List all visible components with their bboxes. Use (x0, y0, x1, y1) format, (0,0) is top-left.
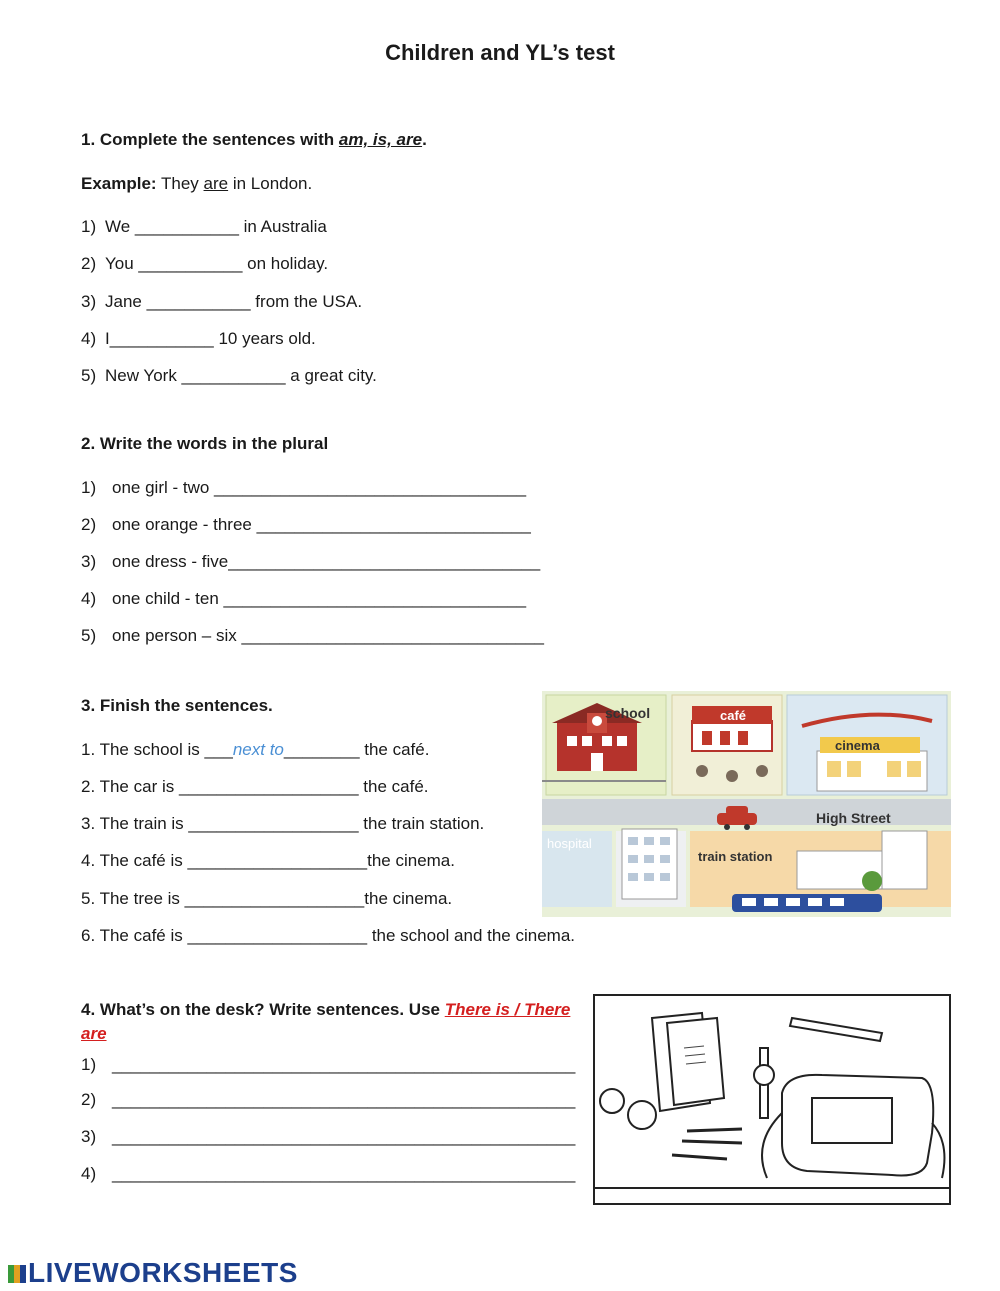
answer-line[interactable]: _________________________________________________ (112, 1055, 576, 1074)
section-2-item[interactable] (81, 626, 544, 646)
section-4-item[interactable] (81, 1090, 575, 1110)
section-1-heading-words: am, is, are (338, 130, 423, 149)
example-word: are (203, 174, 229, 193)
section-1-heading (81, 130, 427, 150)
item-text: one dress - five_________________________________ (112, 552, 541, 571)
clock (628, 1101, 656, 1129)
item-number: 2) (81, 254, 97, 273)
desk-illustration (592, 993, 952, 1206)
example-answer: next to (232, 740, 284, 759)
answer-line[interactable]: _________________________________________________ (112, 1090, 576, 1109)
section-1-item[interactable] (81, 329, 316, 349)
item-text: one person – six ________________________________ (112, 626, 545, 645)
item-number: 2) (81, 515, 97, 534)
books (652, 1013, 724, 1111)
section-3-item[interactable]: 2. The car is ___________________ the café. (81, 777, 429, 796)
map-label-school: school (605, 705, 651, 721)
section-4-item[interactable] (81, 1055, 575, 1075)
map-label-train-station: train station (698, 849, 773, 864)
item-text: I___________ 10 years old. (105, 329, 316, 348)
example-label: Example: (81, 174, 157, 193)
map-label-cafe: café (720, 708, 747, 723)
item-number: 4) (81, 1164, 97, 1183)
map-label-cinema: cinema (835, 738, 880, 753)
item-text: You ___________ on holiday. (105, 254, 329, 273)
item-text: Jane ___________ from the USA. (105, 292, 363, 311)
item-number: 3) (81, 1127, 97, 1146)
map-label-hospital: hospital (547, 836, 592, 851)
example-post: in London. (228, 174, 313, 193)
item-number: 3) (81, 552, 97, 571)
section-3-item[interactable]: 4. The café is ___________________the cinema. (81, 851, 455, 870)
section-4-heading-red-2: are (81, 1024, 107, 1043)
section-1-item[interactable] (81, 254, 328, 274)
section-1-heading-suffix: . (422, 130, 427, 149)
section-3-item[interactable]: 6. The café is ___________________ the school and the cinema. (81, 926, 576, 945)
section-4-heading-red: There is / There (444, 1000, 571, 1019)
liveworksheets-logo[interactable] (8, 1257, 298, 1289)
section-4-heading-prefix: 4. What’s on the desk? Write sentences. Use (81, 1000, 445, 1019)
answer-line[interactable]: _________________________________________________ (112, 1127, 576, 1146)
section-2-item[interactable] (81, 515, 531, 535)
item-text: one orange - three _____________________________ (112, 515, 531, 534)
item-number: 4) (81, 589, 97, 608)
item-number: 3) (81, 292, 97, 311)
tree (862, 871, 882, 891)
section-3-heading: 3. Finish the sentences. (81, 696, 273, 715)
section-1-example (81, 174, 312, 194)
section-2-item[interactable] (81, 478, 526, 498)
item-number: 1) (81, 217, 97, 236)
section-2-item[interactable] (81, 589, 526, 609)
section-3-item[interactable]: 3. The train is __________________ the train station. (81, 814, 485, 833)
section-1-item[interactable] (81, 217, 327, 237)
item-number: 1) (81, 478, 97, 497)
section-2-heading: 2. Write the words in the plural (81, 434, 329, 453)
train (732, 894, 882, 912)
section-4-heading (81, 998, 581, 1046)
item-text: New York ___________ a great city. (105, 366, 377, 385)
section-3-item[interactable] (81, 740, 429, 760)
logo-icon (8, 1265, 26, 1283)
item-number: 1) (81, 1055, 97, 1074)
clock (600, 1089, 624, 1113)
section-1-item[interactable] (81, 366, 377, 386)
item-text: one girl - two _________________________________ (112, 478, 527, 497)
page-title: Children and YL’s test (385, 40, 615, 65)
item-text: one child - ten ________________________________ (112, 589, 527, 608)
section-4-item[interactable] (81, 1127, 575, 1147)
item-text: 1. The school is ___ (81, 740, 233, 759)
map-label-high-street: High Street (816, 810, 891, 826)
logo-text: LIVEWORKSHEETS (28, 1257, 298, 1288)
pencil-case (762, 1075, 944, 1178)
section-2-item[interactable] (81, 552, 540, 572)
section-3-item[interactable]: 5. The tree is ___________________the cinema. (81, 889, 453, 908)
item-number: 5) (81, 626, 97, 645)
example-pre: They (156, 174, 204, 193)
item-number: 4) (81, 329, 97, 348)
item-text: ________ the café. (283, 740, 430, 759)
section-4-item[interactable] (81, 1164, 575, 1184)
section-1-heading-prefix: 1. Complete the sentences with (81, 130, 339, 149)
item-number: 5) (81, 366, 97, 385)
town-map-illustration (542, 691, 951, 917)
section-1-item[interactable] (81, 292, 362, 312)
item-text: We ___________ in Australia (105, 217, 327, 236)
answer-line[interactable]: _________________________________________________ (112, 1164, 576, 1183)
item-number: 2) (81, 1090, 97, 1109)
